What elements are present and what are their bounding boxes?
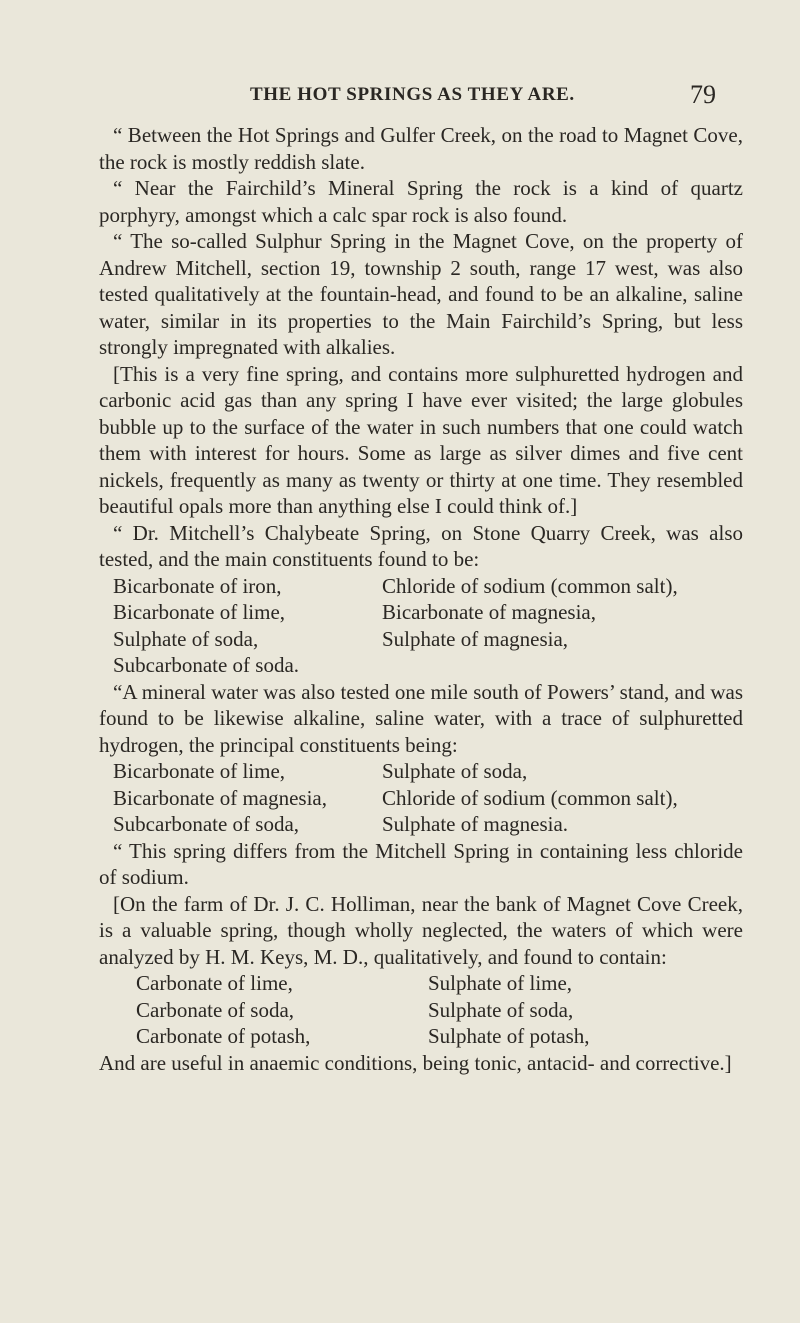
list-item: Bicarbonate of lime, (113, 759, 286, 783)
list-item: Sulphate of lime, (428, 971, 573, 995)
list-item: Bicarbonate of magnesia, (382, 600, 596, 624)
list-item: Subcarbonate of soda, (113, 812, 300, 836)
list-item: Sulphate of soda, (428, 997, 574, 1022)
list-item: Bicarbonate of iron, (113, 573, 282, 598)
paragraph: And are useful in anaemic conditions, being tonic, antacid- and corrective.] (99, 1050, 732, 1075)
list-item: Carbonate of soda, (136, 997, 295, 1022)
paragraph: “ The so-called Sulphur Spring in the Magnet Cove, on the property of Andrew Mitchell, section 19, township 2 south, range 17 west, was also tested qualitatively at the fountain-head, and found to be an alkaline, saline water, similar in its properties to the Main Fairchild’s Spring, but less strongly impregnated with alkalies. (99, 229, 743, 359)
paragraph: “ Dr. Mitchell’s Chalybeate Spring, on Stone Quarry Creek, was also tested, and the main constituents found to be: (99, 520, 743, 571)
paragraph: “ Near the Fairchild’s Mineral Spring the rock is a kind of quartz porphyry, amongst which a calc spar rock is also found. (99, 176, 743, 227)
list-item: Chloride of sodium (common salt), (382, 785, 678, 810)
paragraph: [On the farm of Dr. J. C. Holliman, near the bank of Magnet Cove Creek, is a valuable spring, though wholly neglected, the waters of which were analyzed by H. M. Keys, M. D., qualitatively, and found to contain: (99, 891, 743, 969)
page-header (0, 76, 800, 116)
list-item: Carbonate of lime, (136, 971, 293, 995)
list-item: Bicarbonate of magnesia, (113, 785, 327, 810)
page-body (99, 122, 743, 1076)
list-item: Sulphate of magnesia. (382, 812, 569, 836)
constituents-list-holliman (99, 970, 743, 1050)
paragraph: [This is a very fine spring, and contains more sulphuretted hydrogen and carbonic acid gas than any spring I have ever visited; the large globules bubble up to the surface of the water in such numbers that one could watch them with interest for hours. Some as large as silver dimes and five cent nickels, frequently as many as twenty or thirty at one time. They resembled beautiful opals more than anything else I could think of.] (99, 361, 743, 518)
list-item: Sulphate of potash, (428, 1024, 590, 1048)
running-head: THE HOT SPRINGS AS THEY ARE. (250, 84, 575, 105)
list-item: Chloride of sodium (common salt), (382, 573, 678, 598)
constituents-list-powers (99, 758, 743, 838)
list-item: Bicarbonate of lime, (113, 600, 286, 624)
list-item: Sulphate of soda, (382, 759, 528, 783)
paragraph: “ Between the Hot Springs and Gulfer Creek, on the road to Magnet Cove, the rock is mostly reddish slate. (99, 123, 743, 174)
list-item: Sulphate of magnesia, (382, 626, 569, 651)
paragraph: “ This spring differs from the Mitchell Spring in containing less chloride of sodium. (99, 838, 743, 889)
list-item: Sulphate of soda, (113, 626, 259, 651)
paragraph: “A mineral water was also tested one mile south of Powers’ stand, and was found to be likewise alkaline, saline water, with a trace of sulphuretted hydrogen, the principal constituents being: (99, 679, 743, 757)
page-number: 79 (690, 80, 716, 109)
list-item: Carbonate of potash, (136, 1024, 311, 1048)
list-item: Subcarbonate of soda. (113, 653, 300, 677)
constituents-list-chalybeate (99, 573, 743, 679)
